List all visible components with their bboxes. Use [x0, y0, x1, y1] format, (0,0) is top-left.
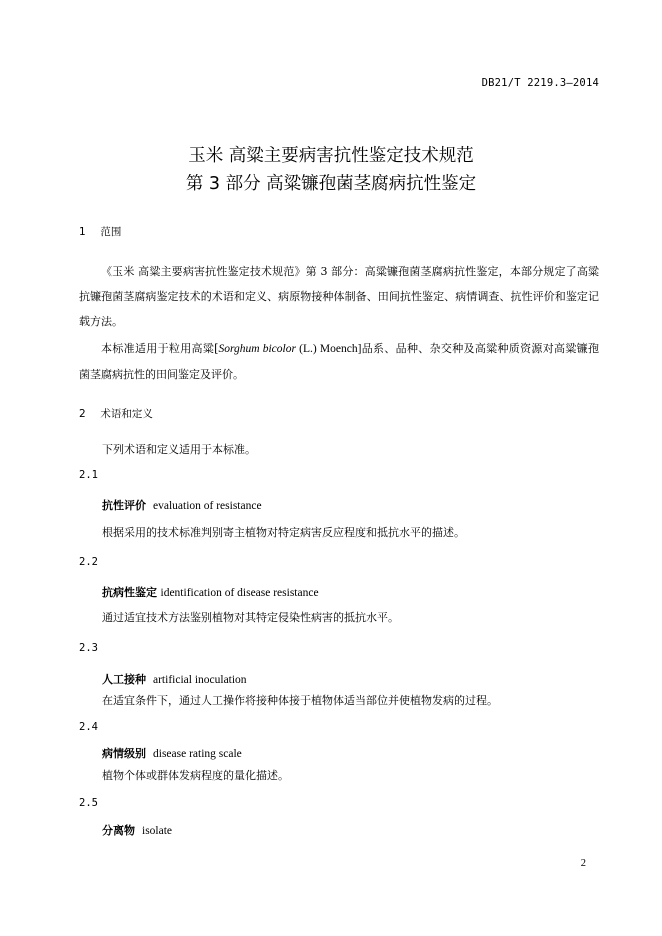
clause-number: 2.2: [79, 556, 98, 568]
scope-paragraph-2-start: 本标准适用于粒用高粱[: [101, 342, 219, 355]
scope-paragraph-2-end: 品系、品种、杂交种及高粱种质资源对高粱镰孢菌茎腐病抗性的田间鉴定及评价。: [79, 342, 599, 381]
term-definition: 植物个体或群体发病程度的量化描述。: [102, 769, 289, 782]
clause-number: 2.1: [79, 469, 98, 481]
term-definition: 根据采用的技术标准判别寄主植物对特定病害反应程度和抵抗水平的描述。: [102, 526, 465, 539]
term-heading: [102, 497, 262, 513]
document-number: DB21/T 2219.3—2014: [481, 77, 599, 89]
section-2-number: 2: [79, 408, 86, 420]
clause-number: 2.3: [79, 642, 98, 654]
page-number: 2: [580, 858, 586, 869]
term-english: isolate: [142, 825, 173, 837]
title-line-2: 第 3 部分 高粱镰孢菌茎腐病抗性鉴定: [185, 174, 477, 194]
term-chinese: 人工接种: [102, 673, 146, 686]
term-english: disease rating scale: [153, 748, 242, 760]
term-english: evaluation of resistance: [153, 500, 262, 512]
term-english: artificial inoculation: [153, 674, 247, 686]
term-heading: [102, 745, 242, 761]
term-heading: [102, 584, 319, 600]
section-2-heading: [79, 406, 153, 421]
title-line-1: 玉米 高粱主要病害抗性鉴定技术规范: [188, 146, 474, 166]
term-definition: 在适宜条件下，通过人工操作将接种体接于植物体适当部位并使植物发病的过程。: [102, 694, 498, 707]
scope-paragraph-2: [79, 336, 599, 387]
term-definition: 通过适宜技术方法鉴别植物对其特定侵染性病害的抵抗水平。: [102, 611, 399, 624]
term-chinese: 抗病性鉴定: [102, 586, 157, 599]
section-1-heading: [79, 224, 121, 239]
term-heading: [102, 671, 247, 687]
term-chinese: 分离物: [102, 824, 135, 837]
section-2-title: 术语和定义: [100, 408, 153, 420]
clause-number: 2.4: [79, 721, 98, 733]
scope-paragraph-1: 《玉米 高粱主要病害抗性鉴定技术规范》第 3 部分：高粱镰孢菌茎腐病抗性鉴定，本部分规定了高粱抗镰孢菌茎腐病鉴定技术的术语和定义、病原物接种体制备、田间抗性鉴定、病情调查、抗性评价和鉴定记载方法。: [79, 265, 599, 328]
clause-number: 2.5: [79, 797, 98, 809]
term-chinese: 抗性评价: [102, 499, 146, 512]
section-1-title: 范围: [100, 226, 122, 238]
term-heading: [102, 822, 172, 838]
species-name: Sorghum bicolor: [218, 343, 296, 355]
section-1-number: 1: [79, 226, 86, 238]
term-chinese: 病情级别: [102, 747, 146, 760]
terms-intro: 下列术语和定义适用于本标准。: [102, 443, 256, 456]
species-authority: (L.) Moench]: [295, 343, 362, 355]
term-english: identification of disease resistance: [160, 587, 319, 599]
